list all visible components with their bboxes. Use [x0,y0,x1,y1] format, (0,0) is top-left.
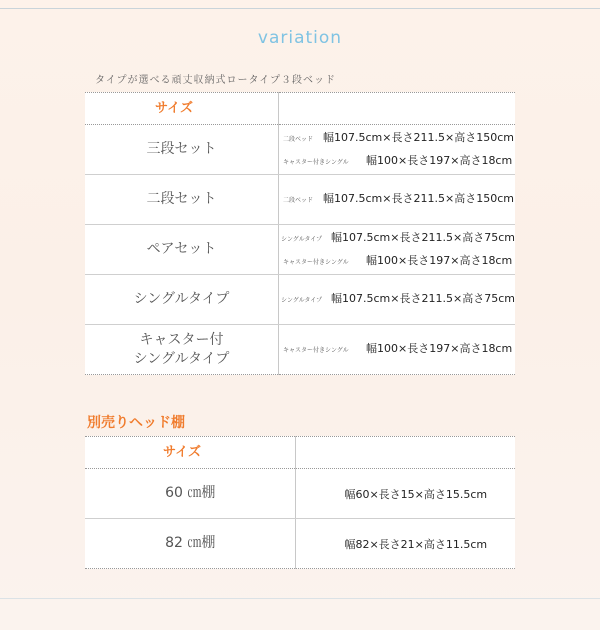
size-header-label: サイズ [155,101,193,116]
row-name-label: シングルタイプ [133,350,230,367]
detail-line [279,227,515,250]
table-header-row [85,93,515,125]
detail-prefix: キャスター付きシングル [283,158,349,166]
detail-line [279,338,515,361]
row-detail: 幅82×長さ21×高さ11.5cm [296,519,515,569]
table-header-row [85,437,515,469]
size-table [85,92,515,375]
row-detail: 幅60×長さ15×高さ15.5cm [296,469,515,519]
size-header-cell [85,437,296,469]
table-row [85,519,515,569]
row-name [85,175,279,225]
size-header-label: サイズ [163,445,201,460]
top-divider [0,8,600,9]
table-row [85,125,515,175]
page-title: variation [257,28,343,48]
detail-value: 幅107.5cm×長さ211.5×高さ150cm [323,130,514,144]
row-detail [279,275,515,325]
detail-value: 幅107.5cm×長さ211.5×高さ75cm [331,230,515,244]
detail-prefix: シングルタイプ [281,297,323,304]
row-name [85,225,279,275]
detail-line [279,250,515,273]
row-name-label: キャスター付 [139,331,224,348]
detail-value: 幅100×長さ197×高さ18cm [366,342,513,355]
detail-prefix: シングルタイプ [281,235,323,243]
detail-value: 幅100×長さ197×高さ18cm [366,153,513,167]
detail-value: 幅107.5cm×長さ211.5×高さ150cm [323,192,514,205]
row-name [85,469,296,519]
row-name-label: 三段セット [146,141,217,157]
detail-prefix: 二段ベッド [283,197,314,204]
section-title: 別売りヘッド棚 [87,415,185,431]
row-name-label: 二段セット [146,191,217,207]
row-name [85,325,279,375]
row-detail [279,225,515,275]
detail-prefix: キャスター付きシングル [283,258,349,266]
row-name [85,519,296,569]
detail-line [279,288,515,311]
size-header-cell [85,93,279,125]
row-name [85,125,279,175]
shelf-table [85,436,515,569]
detail-value: 幅107.5cm×長さ211.5×高さ75cm [331,292,515,305]
detail-prefix: 二段ベッド [283,135,314,143]
page-subtitle: タイプが選べる頑丈収納式ロータイプ３段ベッド [95,75,336,86]
size-header-empty [296,437,515,469]
row-name-label: 82 ㎝棚 [165,535,216,551]
row-name [85,275,279,325]
row-name-label: 60 ㎝棚 [165,485,216,501]
detail-line [279,188,515,211]
detail-line [279,150,515,173]
detail-prefix: キャスター付きシングル [283,347,349,354]
row-detail [279,325,515,375]
size-header-empty [279,93,515,125]
table-row [85,225,515,275]
row-name-label: ペアセット [146,241,217,257]
table-row [85,325,515,375]
row-detail [279,125,515,175]
row-detail [279,175,515,225]
table-row [85,175,515,225]
row-name-label: シングルタイプ [133,291,230,307]
detail-value: 幅100×長さ197×高さ18cm [366,253,513,267]
table-row [85,275,515,325]
table-row [85,469,515,519]
detail-line [279,127,515,150]
bottom-divider [0,598,600,599]
